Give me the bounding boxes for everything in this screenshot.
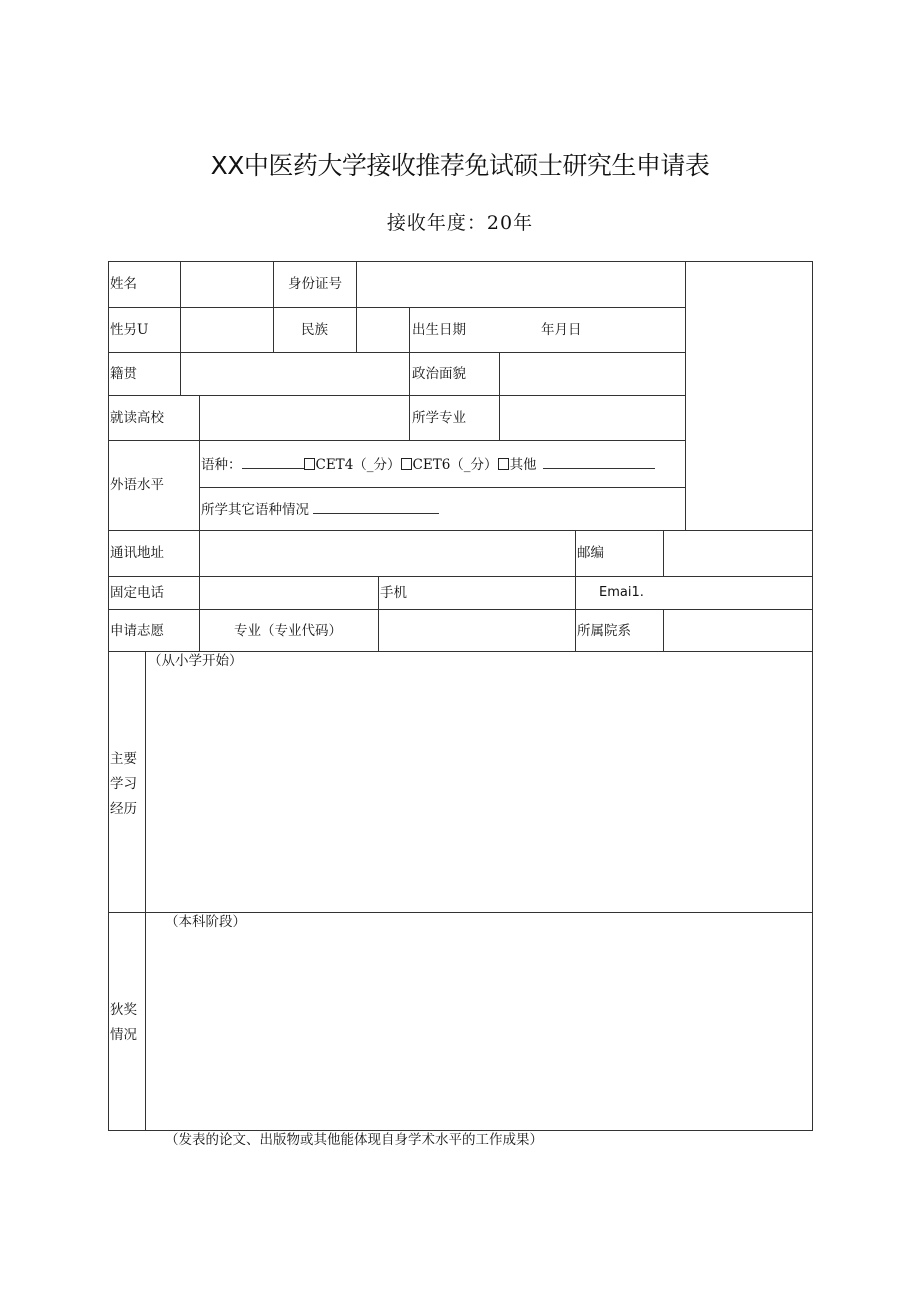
other-label: 其他: [509, 457, 537, 473]
department-label: 所属院系: [577, 623, 631, 639]
table-rule: [145, 651, 146, 1131]
native-place-label: 籍贯: [110, 366, 137, 382]
table-rule: [108, 352, 685, 353]
cet4-label: CET4（_分）: [315, 457, 401, 473]
birth-date-label: 出生日期: [412, 322, 466, 338]
table-rule: [108, 440, 685, 441]
major-code-label: 专业（专业代码）: [234, 623, 342, 639]
ethnicity-label: 民族: [301, 322, 328, 338]
mobile-label: 手机: [380, 585, 407, 601]
table-rule: [409, 307, 410, 441]
university-label: 就读高校: [110, 410, 164, 426]
study-history-hint: （从小学开始）: [148, 653, 243, 669]
gender-label: 性另U: [110, 322, 149, 338]
table-rule: [199, 487, 685, 488]
table-rule: [108, 651, 813, 652]
email-label: Emai1.: [599, 585, 644, 600]
phone-label: 固定电话: [110, 585, 164, 601]
cet6-checkbox[interactable]: [401, 458, 412, 470]
id-number-label: 身份证号: [288, 276, 342, 292]
table-rule: [663, 530, 664, 577]
cet6-label: CET6（_分）: [412, 457, 498, 473]
political-status-label: 政治面貌: [412, 366, 466, 382]
table-rule: [356, 261, 357, 353]
table-rule: [108, 395, 685, 396]
other-blank[interactable]: [543, 456, 655, 469]
table-rule: [663, 609, 664, 652]
study-history-label: 主要学习经历: [110, 751, 137, 817]
other-languages-line: [201, 501, 439, 518]
address-label: 通讯地址: [110, 545, 164, 561]
table-border-bottom: [108, 1130, 813, 1131]
language-line: [201, 456, 655, 473]
form-title: XX中医药大学接收推荐免试硕士研究生申请表: [210, 151, 710, 180]
table-border-top: [108, 261, 813, 262]
name-label: 姓名: [110, 276, 137, 292]
postcode-label: 邮编: [577, 545, 604, 561]
table-rule: [108, 609, 813, 610]
major-label: 所学专业: [412, 410, 466, 426]
application-label: 申请志愿: [110, 623, 164, 639]
table-border-right: [812, 261, 813, 1131]
other-checkbox[interactable]: [498, 458, 509, 470]
birth-date-value: 年月日: [541, 322, 582, 338]
table-rule: [199, 395, 200, 652]
table-rule: [575, 530, 576, 652]
table-border-left: [108, 261, 109, 1131]
publications-hint: （发表的论文、出版物或其他能体现自身学术水平的工作成果）: [165, 1132, 543, 1148]
cet4-checkbox[interactable]: [304, 458, 315, 470]
awards-label: 狄奖情况: [110, 1002, 137, 1043]
table-rule: [499, 352, 500, 441]
awards-hint: （本科阶段）: [165, 914, 246, 930]
other-languages-label: 所学其它语种情况: [201, 502, 309, 518]
table-rule: [273, 261, 274, 353]
table-rule: [378, 576, 379, 652]
foreign-language-label: 外语水平: [110, 477, 164, 493]
table-rule: [108, 912, 813, 913]
table-rule: [108, 307, 685, 308]
photo-column-rule: [685, 261, 686, 531]
table-rule: [108, 576, 813, 577]
other-languages-blank[interactable]: [313, 501, 439, 514]
table-rule: [180, 261, 181, 396]
language-prefix: 语种：: [201, 457, 242, 473]
admission-year: 接收年度：20年: [386, 212, 534, 234]
language-blank[interactable]: [242, 456, 304, 469]
table-rule: [108, 530, 813, 531]
